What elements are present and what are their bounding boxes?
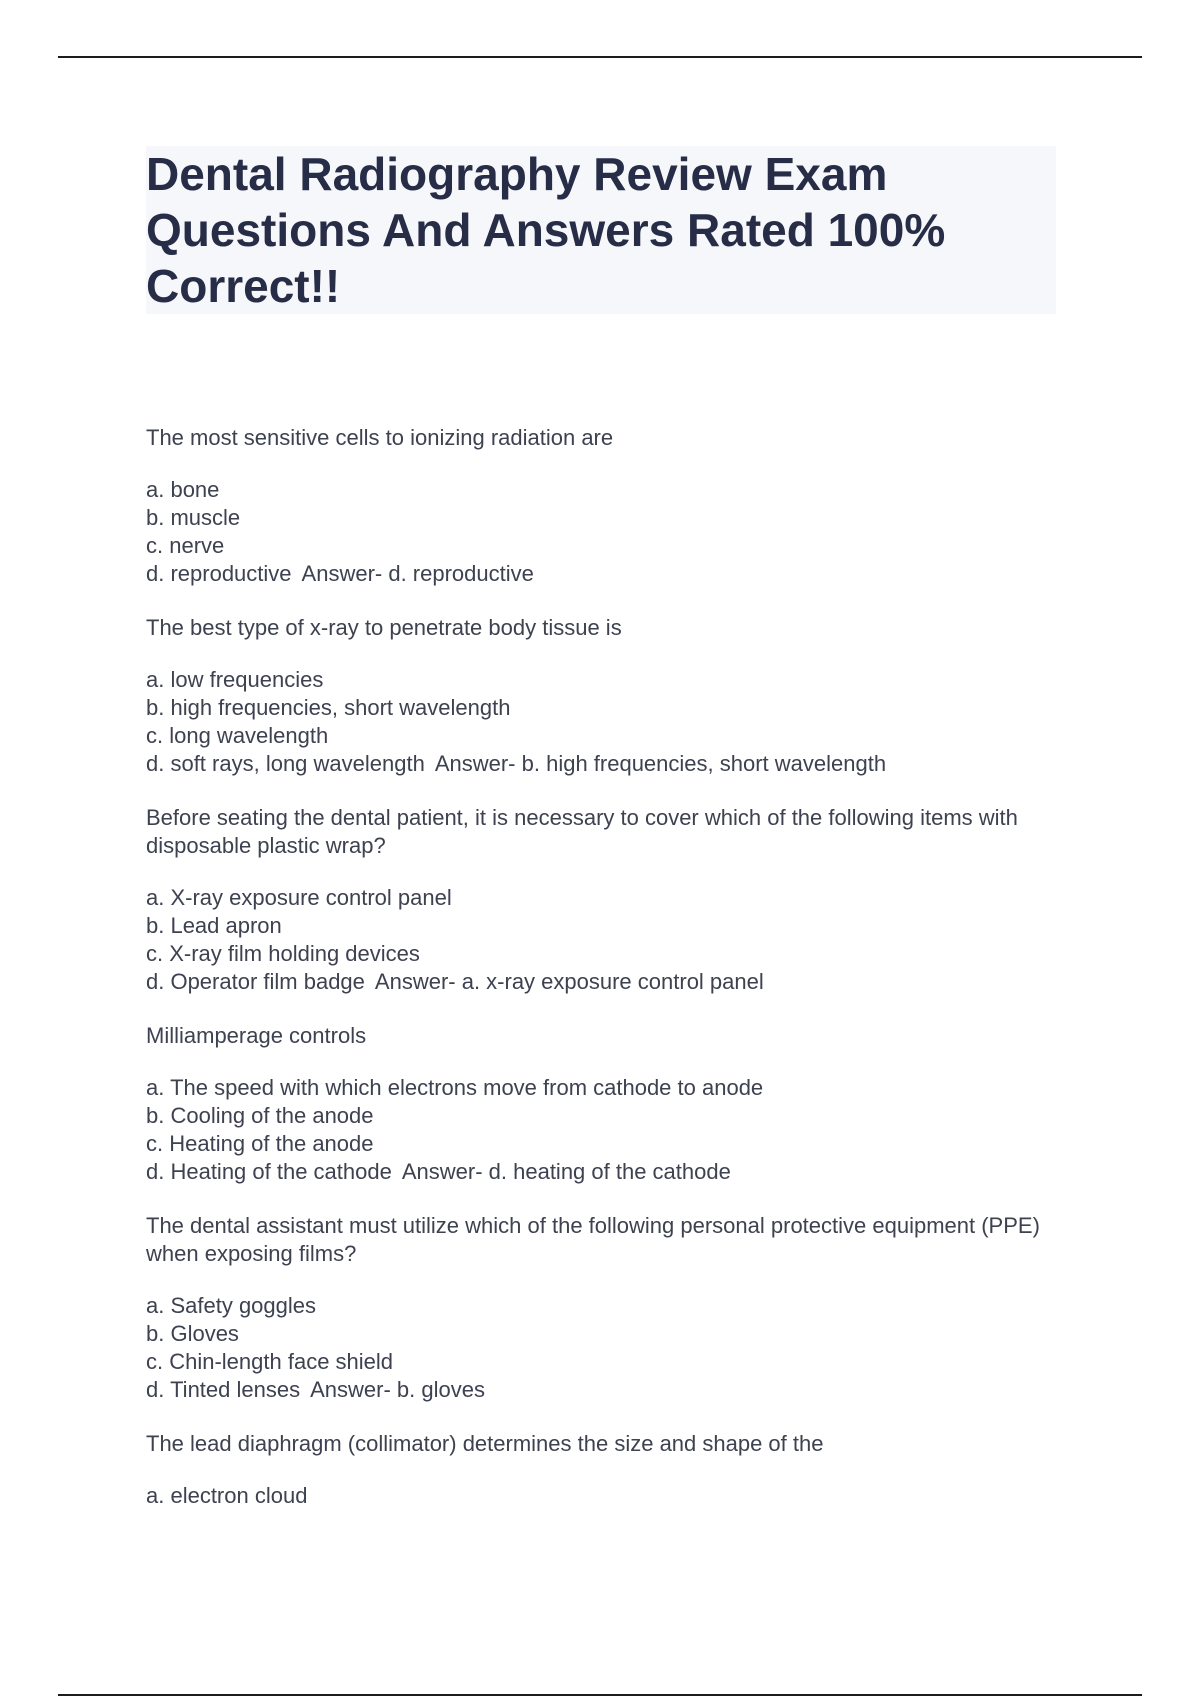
question-text: Milliamperage controls bbox=[146, 1023, 367, 1048]
answer-option: a. low frequencies bbox=[146, 667, 324, 692]
bottom-rule bbox=[58, 1694, 1142, 1696]
correct-answer: Answer- a. x-ray exposure control panel bbox=[374, 969, 764, 994]
question-text: The best type of x-ray to penetrate body tissue is bbox=[146, 615, 622, 640]
question-item bbox=[146, 614, 1066, 778]
correct-answer: Answer- b. high frequencies, short wavelength bbox=[434, 751, 887, 776]
answer-option: a. X-ray exposure control panel bbox=[146, 885, 452, 910]
question-item bbox=[146, 1430, 1066, 1510]
answer-option: c. X-ray film holding devices bbox=[146, 941, 420, 966]
answer-option: b. Lead apron bbox=[146, 913, 282, 938]
correct-answer: Answer- b. gloves bbox=[310, 1377, 485, 1402]
question-list bbox=[146, 424, 1066, 1536]
document-title: Dental Radiography Review Exam Questions And Answers Rated 100% Correct!! bbox=[146, 148, 946, 312]
answer-option: a. The speed with which electrons move from cathode to anode bbox=[146, 1075, 764, 1100]
correct-answer: Answer- d. heating of the cathode bbox=[401, 1159, 731, 1184]
answer-option-last bbox=[146, 1158, 1066, 1186]
answer-option: d. Tinted lenses bbox=[146, 1377, 301, 1402]
question-text: The most sensitive cells to ionizing radiation are bbox=[146, 425, 614, 450]
answer-option: a. electron cloud bbox=[146, 1483, 308, 1508]
answer-option: d. Operator film badge bbox=[146, 969, 365, 994]
answer-option: b. Gloves bbox=[146, 1321, 239, 1346]
question-item bbox=[146, 1022, 1066, 1186]
question-item bbox=[146, 804, 1066, 996]
answer-option: b. Cooling of the anode bbox=[146, 1103, 374, 1128]
question-item bbox=[146, 424, 1066, 588]
answer-option: d. soft rays, long wavelength bbox=[146, 751, 425, 776]
answer-option: c. Heating of the anode bbox=[146, 1131, 374, 1156]
answer-option-last bbox=[146, 1376, 1066, 1404]
top-rule bbox=[58, 56, 1142, 58]
answer-option-last bbox=[146, 560, 1066, 588]
answer-option-last bbox=[146, 968, 1066, 996]
question-item bbox=[146, 1212, 1066, 1404]
answer-option: a. bone bbox=[146, 477, 220, 502]
answer-option: d. reproductive bbox=[146, 561, 292, 586]
answer-option: c. long wavelength bbox=[146, 723, 329, 748]
answer-option: c. nerve bbox=[146, 533, 225, 558]
question-text: The dental assistant must utilize which of the following personal protective equipment (PPE) when exposing films? bbox=[146, 1213, 1040, 1266]
question-text: Before seating the dental patient, it is necessary to cover which of the following items with disposable plastic wrap? bbox=[146, 805, 1018, 858]
answer-option: b. muscle bbox=[146, 505, 241, 530]
answer-option: c. Chin-length face shield bbox=[146, 1349, 394, 1374]
answer-option: a. Safety goggles bbox=[146, 1293, 317, 1318]
question-text: The lead diaphragm (collimator) determines the size and shape of the bbox=[146, 1431, 824, 1456]
answer-option: b. high frequencies, short wavelength bbox=[146, 695, 511, 720]
correct-answer: Answer- d. reproductive bbox=[301, 561, 534, 586]
title-block bbox=[146, 146, 1056, 314]
answer-option-last bbox=[146, 750, 1066, 778]
answer-option: d. Heating of the cathode bbox=[146, 1159, 392, 1184]
